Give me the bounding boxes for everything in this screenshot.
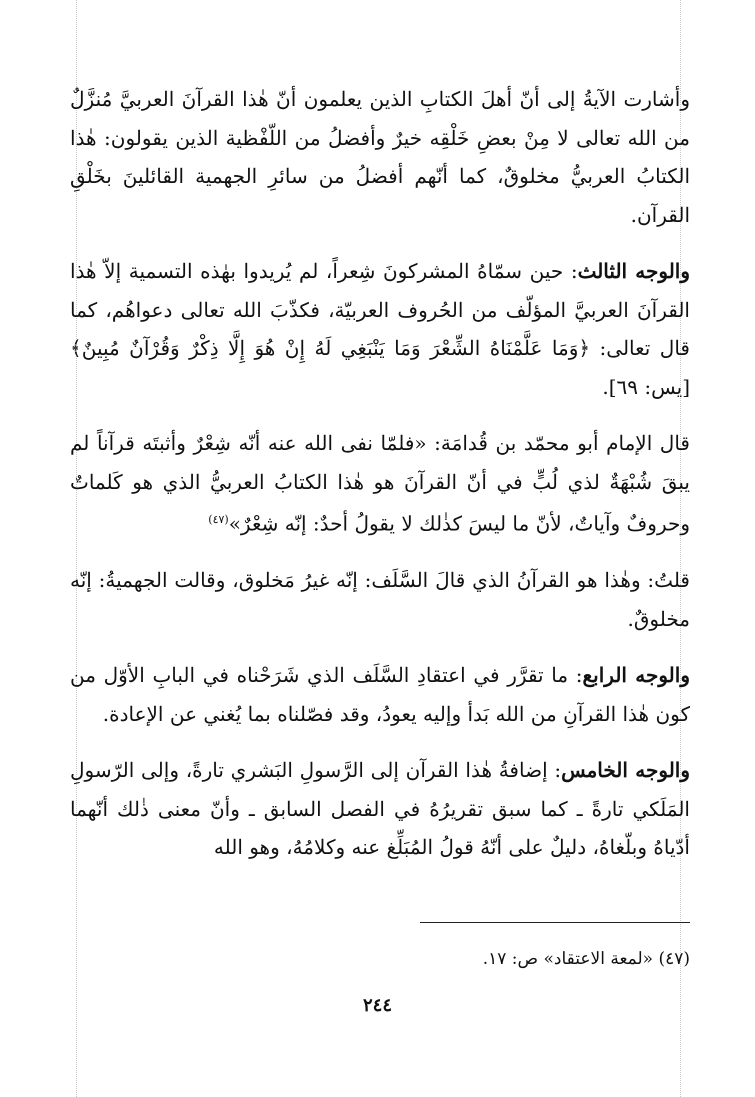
page-number: ٢٤٤ bbox=[362, 995, 392, 1016]
paragraph-text: قال الإمام أبو محمّد بن قُدامَة: «فلمّا نفى الله عنه أنّه شِعْرٌ وأثبتَه قرآناً لم يبقَ شُبْهَةٌ لذي لُبٍّ في أنّ القرآنَ هو هٰذا الكتابُ العربيُّ الذي هو كَلماتٌ وحروفٌ وآياتٌ، لأنّ ما ليسَ كذٰلك لا يقولُ أحدٌ: إنّه شِعْرٌ» bbox=[70, 431, 690, 536]
paragraph-2 bbox=[70, 252, 690, 406]
paragraph-1 bbox=[70, 80, 690, 234]
paragraph-text: : ما تقرَّر في اعتقادِ السَّلَف الذي شَرَحْناه في البابِ الأوّل من كون هٰذا القرآنِ من الله بَدأ وإليه يعودُ، وقد فصّلناه بما يُغني عن الإعادة. bbox=[70, 663, 690, 726]
paragraph-4 bbox=[70, 561, 690, 638]
paragraph-text: وأشارت الآيةُ إلى أنّ أهلَ الكتابِ الذين يعلمون أنّ هٰذا القرآنَ العربيَّ مُنزَّلٌ من الله تعالى لا مِنْ بعضِ خَلْقِه خيرٌ وأفضلُ من اللّفْظية الذين يقولون: هٰذا الكتابُ العربيُّ مخلوقٌ، كما أنّهم أفضلُ من سائرِ الجهمية القائلينَ بخَلْقِ القرآن. bbox=[70, 87, 690, 227]
paragraph-text: : إضافةُ هٰذا القرآن إلى الرَّسولِ البَشري تارةً، وإلى الرّسولِ المَلَكي تارةً ـ كما سبق تقريرُهُ في الفصل السابق ـ وأنّ معنى ذٰلك أنّهما أدّياهُ وبلّغاهُ، دليلٌ على أنّهُ قولُ المُبَلِّغ عنه وكلامُهُ، وهو الله bbox=[70, 758, 690, 860]
paragraph-text: : حين سمّاهُ المشركونَ شِعراً، لم يُريدوا بهٰذه التسمية إلاّ هٰذا القرآنَ العربيَّ المؤلّف من الحُروف العربيّة، فكذّبَ الله تعالى دعواهُم، كما قال تعالى: ﴿وَمَا عَلَّمْنَاهُ الشِّعْرَ وَمَا يَنْبَغِي لَهُ إِنْ هُوَ إِلَّا ذِكْرٌ وَقُرْآنٌ مُبِينٌ﴾ [يس: ٦٩]. bbox=[70, 259, 690, 399]
footnote-separator bbox=[420, 922, 690, 923]
footnote-reference: (٤٧) bbox=[208, 513, 229, 526]
paragraph-5 bbox=[70, 656, 690, 733]
paragraph-lead: والوجه الرابع bbox=[582, 663, 690, 688]
paragraph-6 bbox=[70, 751, 690, 867]
paragraph-lead: والوجه الثالث bbox=[577, 259, 690, 283]
page-body bbox=[70, 80, 690, 885]
paragraph-3 bbox=[70, 424, 690, 543]
footnote: (٤٧) «لمعة الاعتقاد» ص: ١٧. bbox=[482, 949, 690, 969]
paragraph-text: قلتُ: وهٰذا هو القرآنُ الذي قالَ السَّلَف: إنّه غيرُ مَخلوق، وقالت الجهميةُ: إنّه مخلوقٌ. bbox=[70, 568, 690, 631]
paragraph-lead: والوجه الخامس bbox=[561, 758, 691, 783]
